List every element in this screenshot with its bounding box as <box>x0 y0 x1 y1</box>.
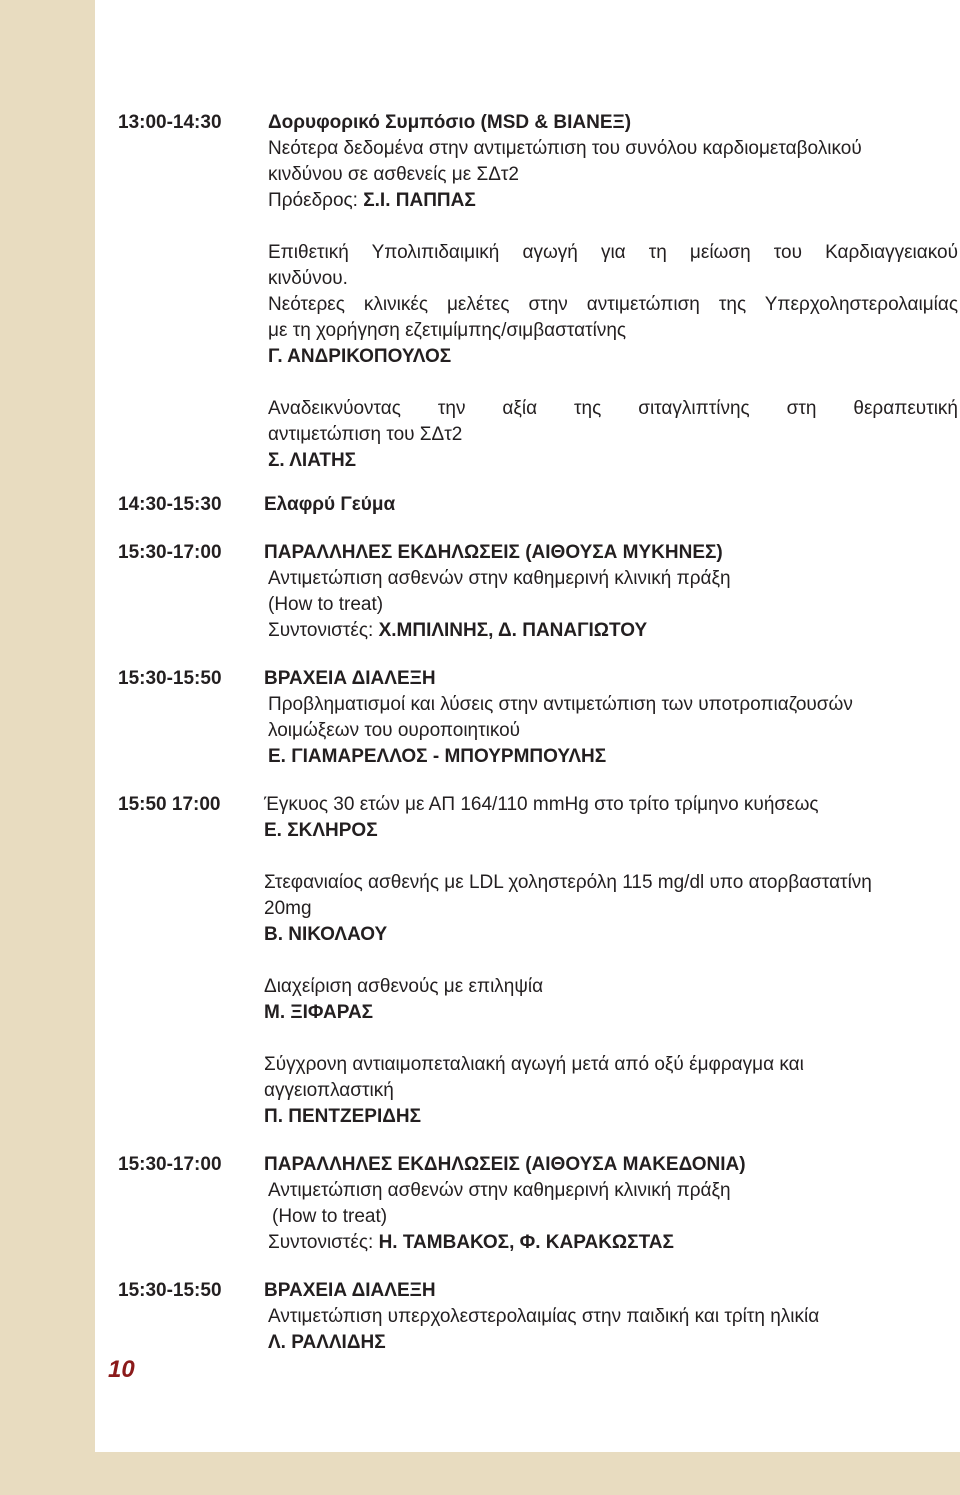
talk-title: Αντιμετώπιση υπερχολεστερολαιμίας στην παιδική και τρίτη ηλικία <box>268 1306 820 1327</box>
talk-title: κινδύνου. <box>268 268 348 289</box>
coordinators-label: Συντονιστές: <box>268 620 379 641</box>
session-parallel-makedonia <box>118 1152 958 1256</box>
coordinators-line <box>264 618 958 644</box>
session-subtitle-line: Αντιμετώπιση ασθενών στην καθημερινή κλινική πράξη <box>268 568 731 589</box>
speaker-name: Γ. ΑΝΔΡΙΚΟΠΟΥΛΟΣ <box>268 346 452 367</box>
session-time: 15:50 17:00 <box>118 794 221 815</box>
session-satellite-symposium <box>118 110 958 474</box>
session-title: ΠΑΡΑΛΛΗΛΕΣ ΕΚΔΗΛΩΣΕΙΣ (ΑΙΘΟΥΣΑ ΜΥΚΗΝΕΣ) <box>264 542 723 563</box>
session-subtitle-line: Νεότερα δεδομένα στην αντιμετώπιση του συνόλου καρδιομεταβολικού <box>268 138 862 159</box>
coordinators-line <box>264 1230 958 1256</box>
bottom-decor-bar <box>0 1452 960 1495</box>
case-title: Διαχείριση ασθενούς με επιληψία <box>264 976 544 997</box>
talk-title: Προβληματισμοί και λύσεις στην αντιμετώπιση των υποτροπιαζουσών <box>268 694 853 715</box>
coordinators-names: Η. ΤΑΜΒΑΚΟΣ, Φ. ΚΑΡΑΚΩΣΤΑΣ <box>378 1232 674 1253</box>
programme <box>118 110 958 1356</box>
talk-title: Νεότερες κλινικές μελέτες στην αντιμετώπιση της Υπερχοληστερολαιμίας <box>268 294 958 315</box>
session-short-lecture-2 <box>118 1278 958 1356</box>
chair-label: Πρόεδρος: <box>268 190 364 211</box>
session-title: ΒΡΑΧΕΙΑ ΔΙΑΛΕΞΗ <box>264 668 436 689</box>
session-title: Ελαφρύ Γεύμα <box>264 494 396 515</box>
session-subtitle-line: Αντιμετώπιση ασθενών στην καθημερινή κλινική πράξη <box>268 1180 731 1201</box>
chair-name: Σ.Ι. ΠΑΠΠΑΣ <box>363 190 476 211</box>
speaker-name: Β. ΝΙΚΟΛΑΟΥ <box>264 924 388 945</box>
session-time: 15:30-17:00 <box>118 542 222 563</box>
session-title: ΠΑΡΑΛΛΗΛΕΣ ΕΚΔΗΛΩΣΕΙΣ (ΑΙΘΟΥΣΑ ΜΑΚΕΔΟΝΙΑ) <box>264 1154 746 1175</box>
speaker-name: Λ. ΡΑΛΛΙΔΗΣ <box>268 1332 386 1353</box>
page-number: 10 <box>108 1356 135 1383</box>
talk-title: με τη χορήγηση εζετιμίμπης/σιμβαστατίνης <box>268 320 627 341</box>
case-title: Σύγχρονη αντιαιμοπεταλιακή αγωγή μετά από οξύ έμφραγμα και <box>264 1054 804 1075</box>
session-time: 15:30-17:00 <box>118 1154 222 1175</box>
session-time: 14:30-15:30 <box>118 494 222 515</box>
session-parallel-mykines <box>118 540 958 644</box>
speaker-name: Π. ΠΕΝΤΖΕΡΙΔΗΣ <box>264 1106 422 1127</box>
session-title: ΒΡΑΧΕΙΑ ΔΙΑΛΕΞΗ <box>264 1280 436 1301</box>
session-time: 15:30-15:50 <box>118 1280 222 1301</box>
session-short-lecture <box>118 666 958 770</box>
coordinators-names: Χ.ΜΠΙΛΙΝΗΣ, Δ. ΠΑΝΑΓΙΩΤΟΥ <box>378 620 648 641</box>
chair-line <box>268 188 958 214</box>
coordinators-label: Συντονιστές: <box>268 1232 379 1253</box>
case-title: Στεφανιαίος ασθενής με LDL χοληστερόλη 115 mg/dl υπο ατορβαστατίνη <box>264 872 872 893</box>
talk-title: αντιμετώπιση του ΣΔτ2 <box>268 424 463 445</box>
session-subtitle-line: (How to treat) <box>272 1206 388 1227</box>
session-subtitle-line: (How to treat) <box>268 594 384 615</box>
session-subtitle-line: κινδύνου σε ασθενείς με ΣΔτ2 <box>268 164 519 185</box>
talk-title: λοιμώξεων του ουροποιητικού <box>268 720 521 741</box>
speaker-name: Σ. ΛΙΑΤΗΣ <box>268 450 357 471</box>
session-lunch <box>118 492 958 518</box>
case-title: Έγκυος 30 ετών με ΑΠ 164/110 mmHg στο τρίτο τρίμηνο κυήσεως <box>264 794 819 815</box>
left-decor-bar <box>0 0 95 1495</box>
session-time: 13:00-14:30 <box>118 112 222 133</box>
session-time: 15:30-15:50 <box>118 668 222 689</box>
speaker-name: Ε. ΓΙΑΜΑΡΕΛΛΟΣ - ΜΠΟΥΡΜΠΟΥΛΗΣ <box>268 746 607 767</box>
talk-title: Επιθετική Υπολιπιδαιμική αγωγή για τη μείωση του Καρδιαγγειακού <box>268 242 958 263</box>
case-title: 20mg <box>264 898 312 919</box>
speaker-name: Μ. ΞΙΦΑΡΑΣ <box>264 1002 374 1023</box>
talk-title: Αναδεικνύοντας την αξία της σιταγλιπτίνης στη θεραπευτική <box>268 398 958 419</box>
case-title: αγγειοπλαστική <box>264 1080 394 1101</box>
session-title: Δορυφορικό Συμπόσιο (MSD & ΒΙΑΝΕΞ) <box>268 112 632 133</box>
speaker-name: Ε. ΣΚΛΗΡΟΣ <box>264 820 378 841</box>
session-case-studies <box>118 792 958 1130</box>
